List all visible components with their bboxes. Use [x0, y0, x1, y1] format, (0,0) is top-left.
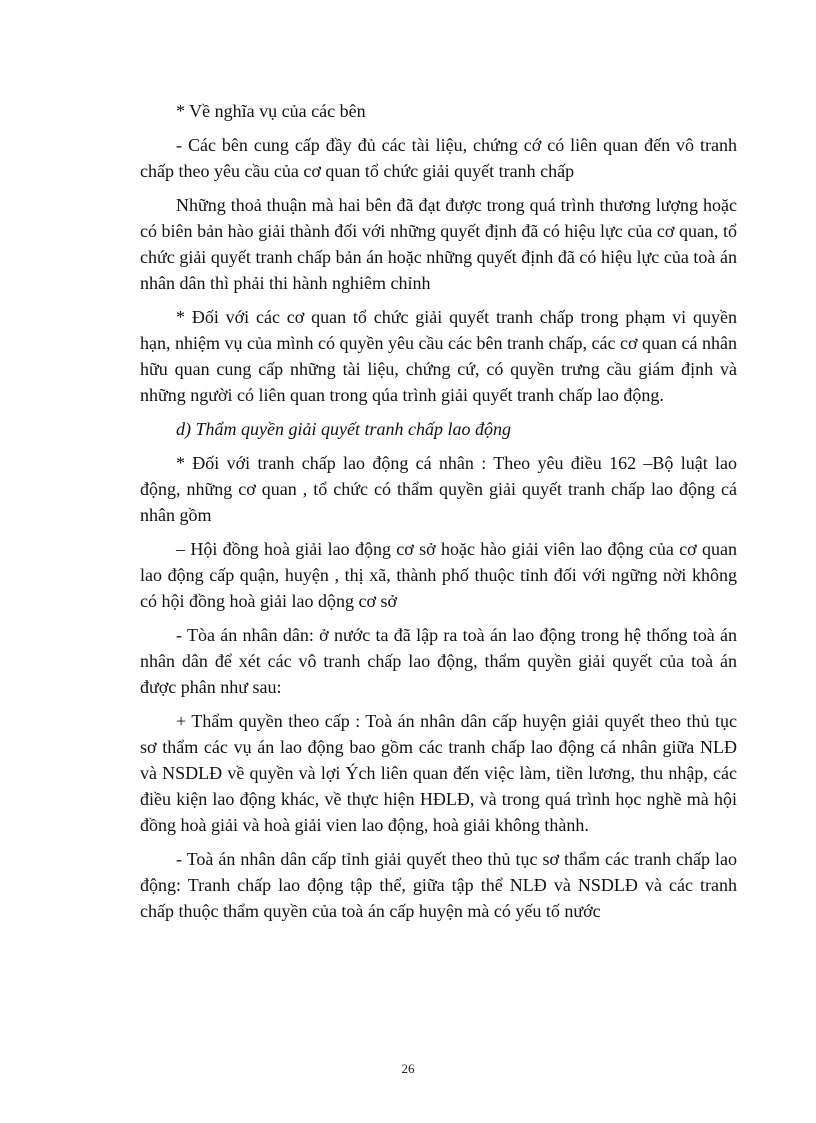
page-body: [140, 98, 737, 932]
body-paragraph: + Thẩm quyền theo cấp : Toà án nhân dân cấp huyện giải quyết theo thủ tục sơ thẩm các vụ án lao động bao gồm các tranh chấp lao động cá nhân giữa NLĐ và NSDLĐ về quyền và lợi Ých liên quan đến việc làm, tiền lương, thu nhập, các điều kiện lao động khác, về thực hiện HĐLĐ, và trong quá trình học nghề mà hội đồng hoà giải và hoà giải vien lao động, hoà giải không thành.: [140, 711, 737, 835]
body-paragraph: - Tòa án nhân dân: ở nước ta đã lập ra toà án lao động trong hệ thống toà án nhân dân để xét các vô tranh chấp lao động, thẩm quyền giải quyết của toà án được phân như sau:: [140, 625, 737, 697]
body-paragraph: Những thoả thuận mà hai bên đã đạt được trong quá trình thương lượng hoặc có biên bản hào giải thành đối với những quyết định đã có hiệu lực của cơ quan, tổ chức giải quyết tranh chấp bản án hoặc những quyết định đã có hiệu lực của toà án nhân dân thì phải thi hành nghiêm chỉnh: [140, 195, 737, 293]
section-heading: d) Thẩm quyền giải quyết tranh chấp lao động: [176, 419, 511, 439]
obligations-heading: * Về nghĩa vụ của các bên: [176, 101, 366, 121]
page-number: 26: [401, 1061, 415, 1076]
body-paragraph: * Đối với tranh chấp lao động cá nhân : Theo yêu điều 162 –Bộ luật lao động, những cơ quan , tổ chức có thẩm quyền giải quyết tranh chấp lao động cá nhân gồm: [140, 453, 737, 525]
body-paragraph: – Hội đồng hoà giải lao động cơ sở hoặc hào giải viên lao động của cơ quan lao động cấp quận, huyện , thị xã, thành phố thuộc tỉnh đối với ngững nời không có hội đồng hoà giải lao dộng cơ sở: [140, 539, 737, 611]
body-paragraph: * Đối với các cơ quan tổ chức giải quyết tranh chấp trong phạm vi quyền hạn, nhiệm vụ của mình có quyền yêu cầu các bên tranh chấp, các cơ quan cá nhân hữu quan cung cấp những tài liệu, chứng cứ, có quyền trưng cầu giám định và những người có liên quan trong qúa trình giải quyết tranh chấp lao động.: [140, 307, 737, 405]
body-paragraph: - Các bên cung cấp đầy đủ các tài liệu, chứng cớ có liên quan đến vô tranh chấp theo yêu cầu của cơ quan tổ chức giải quyết tranh chấp: [140, 135, 737, 181]
body-paragraph: - Toà án nhân dân cấp tỉnh giải quyết theo thủ tục sơ thẩm các tranh chấp lao động: Tranh chấp lao động tập thể, giữa tập thể NLĐ và NSDLĐ và các tranh chấp thuộc thẩm quyền của toà án cấp huyện mà có yếu tố nước: [140, 849, 737, 921]
